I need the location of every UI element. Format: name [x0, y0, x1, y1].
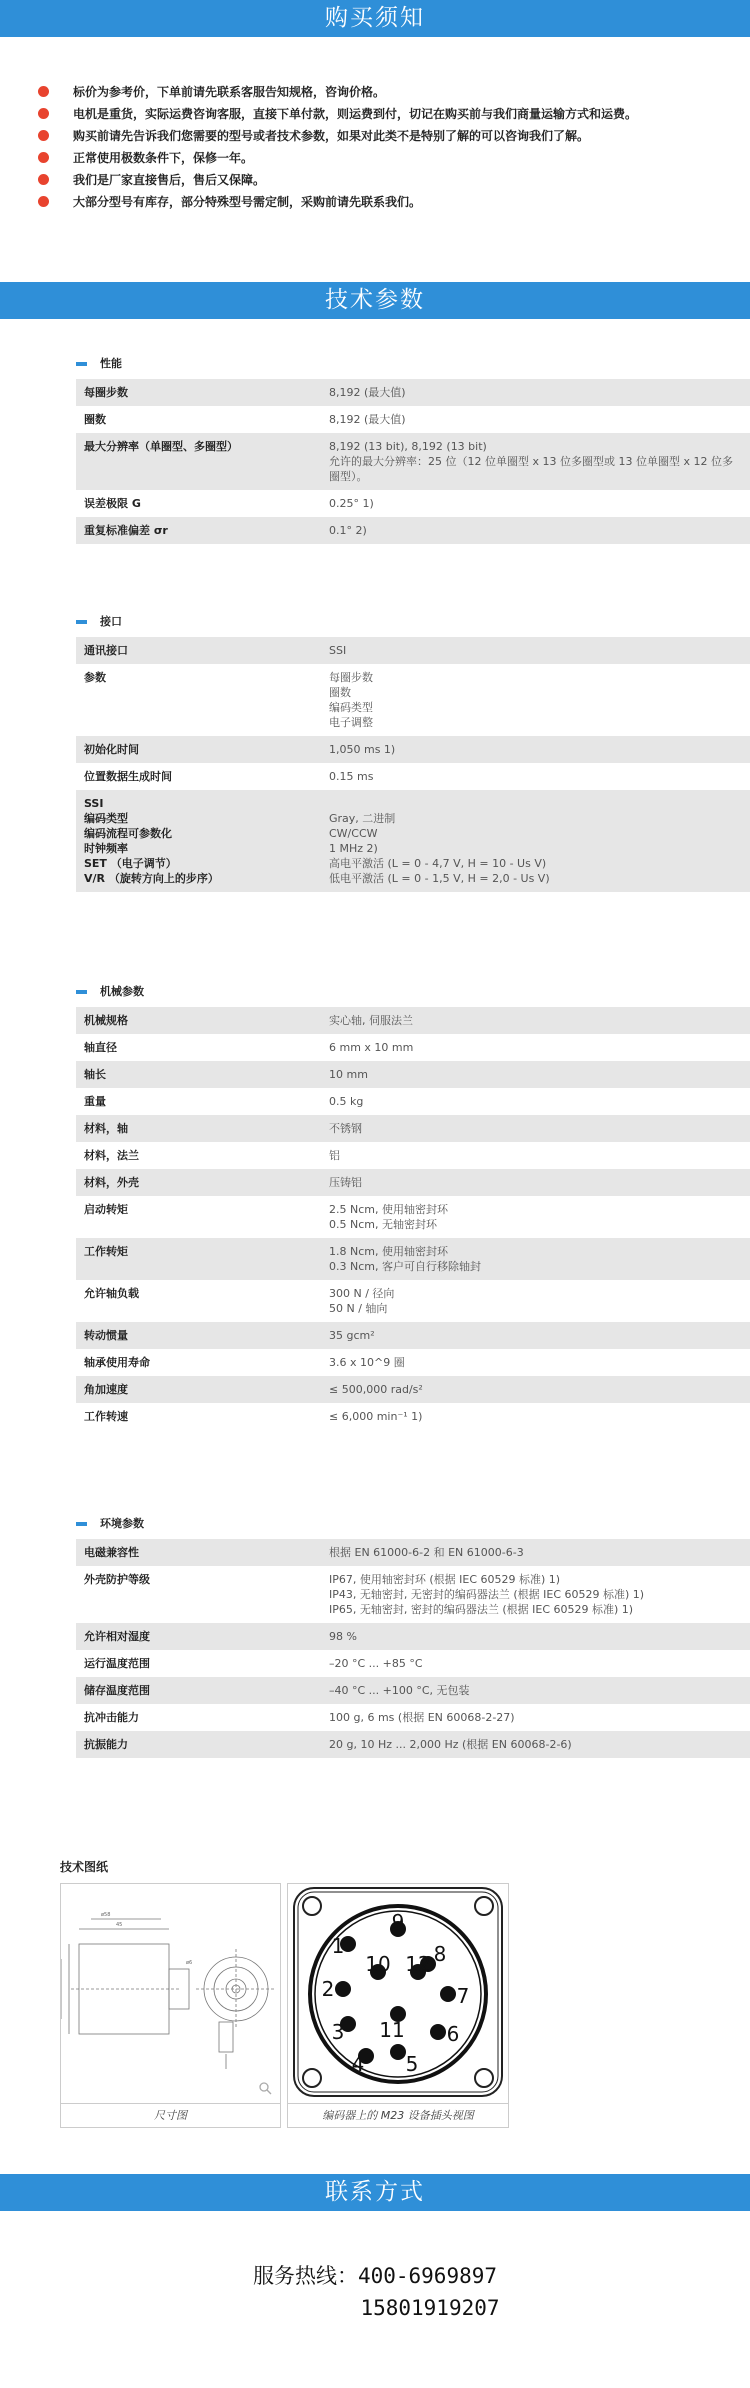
spec-label: 允许轴负载 [84, 1287, 139, 1300]
spec-row [76, 790, 750, 892]
connector-pin-label: 1 [331, 1934, 345, 1958]
section-heading-env: 环境参数 [76, 1509, 750, 1539]
tech-title: 技术参数 [325, 287, 425, 313]
connector-pin-label: 4 [351, 2052, 365, 2076]
spec-value: –20 °C ... +85 °C [329, 1657, 423, 1670]
spec-label: 参数 [84, 671, 106, 684]
spec-value: 0.25° 1) [329, 497, 374, 510]
spec-value: 每圈步数 圈数 编码类型 电子调整 [329, 671, 373, 729]
spec-label: 位置数据生成时间 [84, 770, 172, 783]
spec-label: 机械规格 [84, 1014, 128, 1027]
spec-row [76, 763, 750, 790]
spec-row [76, 517, 750, 544]
connector-pin-label: 7 [456, 1984, 470, 2008]
spec-label: 启动转矩 [84, 1203, 128, 1216]
notice-item: 大部分型号有库存，部分特殊型号需定制，采购前请先联系我们。 [38, 191, 750, 213]
spec-row [76, 1566, 750, 1623]
svg-text:ø6: ø6 [186, 1960, 193, 1966]
spec-label: 通讯接口 [84, 644, 128, 657]
hotline-text: 服务热线：400-6969897 [252, 2264, 498, 2288]
spec-env [76, 1509, 750, 1758]
caption-connector: 编码器上的 M23 设备插头视图 [288, 2103, 508, 2127]
spec-row [76, 1196, 750, 1238]
spec-row [76, 1539, 750, 1566]
spec-row [76, 736, 750, 763]
spec-label: 材料，外壳 [84, 1176, 139, 1189]
notice-title: 购买须知 [325, 5, 425, 31]
connector-pin-label: 5 [405, 2052, 419, 2076]
spec-row [76, 637, 750, 664]
notice-item: 我们是厂家直接售后，售后又保障。 [38, 169, 750, 191]
spec-value: ≤ 500,000 rad/s² [329, 1383, 423, 1396]
spec-value: Gray, 二进制 CW/CCW 1 MHz 2) 高电平激活 (L = 0 - 4,7 V, H = 10 - Us V) 低电平激活 (L = 0 - 1,5 V, H = 2,0 - Us V) [329, 812, 550, 885]
spec-value: 1.8 Ncm, 使用轴密封环 0.3 Ncm, 客户可自行移除轴封 [329, 1245, 481, 1273]
notice-item: 正常使用极数条件下，保修一年。 [38, 147, 750, 169]
spec-value: 100 g, 6 ms (根据 EN 60068-2-27) [329, 1711, 515, 1724]
spec-row [76, 1034, 750, 1061]
connector-pin-label: 11 [379, 2018, 405, 2042]
spec-value: 0.15 ms [329, 770, 374, 783]
dimension-drawing[interactable] [60, 1883, 281, 2128]
spec-row [76, 1704, 750, 1731]
spec-label: SSI 编码类型 编码流程可参数化 时钟频率 SET （电子调节） V/R （旋转方向上的步序） [84, 797, 219, 885]
spec-perf [76, 349, 750, 544]
spec-label: 初始化时间 [84, 743, 139, 756]
spec-row [76, 379, 750, 406]
spec-mech [76, 977, 750, 1430]
spec-value: 8,192 (最大值) [329, 413, 406, 426]
spec-value: 实心轴, 伺服法兰 [329, 1014, 413, 1027]
contact-banner [0, 2174, 750, 2211]
connector-pin-label: 6 [446, 2022, 460, 2046]
connector-pin [335, 1981, 351, 1997]
spec-row [76, 1403, 750, 1430]
spec-row [76, 1349, 750, 1376]
spec-value: 0.1° 2) [329, 524, 367, 537]
spec-row [76, 1322, 750, 1349]
spec-label: 重复标准偏差 σr [84, 524, 168, 537]
spec-value: 6 mm x 10 mm [329, 1041, 414, 1054]
connector-pin [430, 2024, 446, 2040]
spec-value: 0.5 kg [329, 1095, 364, 1108]
connector-pin-label: 9 [391, 1910, 405, 1934]
spec-row [76, 1169, 750, 1196]
connector-pin-label: 8 [433, 1942, 447, 1966]
spec-value: 8,192 (最大值) [329, 386, 406, 399]
connector-drawing[interactable] [287, 1883, 509, 2128]
spec-label: 轴直径 [84, 1041, 117, 1054]
spec-row [76, 1677, 750, 1704]
spec-value: 35 gcm² [329, 1329, 375, 1342]
spec-label: 抗冲击能力 [84, 1711, 139, 1724]
spec-label: 储存温度范围 [84, 1684, 150, 1697]
spec-value: 2.5 Ncm, 使用轴密封环 0.5 Ncm, 无轴密封环 [329, 1203, 448, 1231]
notice-item: 标价为参考价，下单前请先联系客服告知规格，咨询价格。 [38, 81, 750, 103]
tech-banner [0, 282, 750, 319]
connector-pin [390, 2044, 406, 2060]
spec-value: 1,050 ms 1) [329, 743, 396, 756]
spec-row [76, 1238, 750, 1280]
spec-label: 电磁兼容性 [84, 1546, 139, 1559]
spec-row [76, 1731, 750, 1758]
spec-label: 最大分辨率（单圈型、多圈型） [84, 440, 238, 453]
spec-row [76, 1061, 750, 1088]
section-heading-perf: 性能 [76, 349, 750, 379]
spec-label: 转动惯量 [84, 1329, 128, 1342]
spec-label: 工作转矩 [84, 1245, 128, 1258]
spec-label: 允许相对湿度 [84, 1630, 150, 1643]
connector-pin-label: 3 [331, 2020, 345, 2044]
spec-label: 材料，法兰 [84, 1149, 139, 1162]
spec-label: 外壳防护等级 [84, 1573, 150, 1586]
notice-banner [0, 0, 750, 37]
spec-value: 300 N / 径向 50 N / 轴向 [329, 1287, 395, 1315]
spec-row [76, 1650, 750, 1677]
spec-row [76, 433, 750, 490]
spec-label: 材料，轴 [84, 1122, 128, 1135]
section-heading-mech: 机械参数 [76, 977, 750, 1007]
contact-title: 联系方式 [325, 2179, 425, 2205]
spec-row [76, 1280, 750, 1322]
spec-row [76, 1088, 750, 1115]
dimension-drawing-image [61, 1884, 280, 2103]
svg-text:45: 45 [116, 1922, 123, 1928]
drawings-section [60, 1858, 509, 2128]
spec-row [76, 664, 750, 736]
notice-item: 电机是重货，实际运费咨询客服，直接下单付款，则运费到付，切记在购买前与我们商量运输方式和运费。 [38, 103, 750, 125]
spec-value: SSI [329, 644, 347, 657]
spec-value: 20 g, 10 Hz ... 2,000 Hz (根据 EN 60068-2-6) [329, 1738, 572, 1751]
spec-value: 8,192 (13 bit), 8,192 (13 bit) 允许的最大分辨率：25 位（12 位单圈型 x 13 位多圈型或 13 位单圈型 x 12 位多圈型）。 [329, 440, 733, 483]
spec-value: ≤ 6,000 min⁻¹ 1) [329, 1410, 423, 1423]
spec-label: 角加速度 [84, 1383, 128, 1396]
spec-label: 重量 [84, 1095, 106, 1108]
phone-text: 15801919207 [360, 2296, 500, 2320]
spec-row [76, 490, 750, 517]
spec-value: 根据 EN 61000-6-2 和 EN 61000-6-3 [329, 1546, 524, 1559]
spec-value: 3.6 x 10^9 圈 [329, 1356, 405, 1369]
spec-label: 轴承使用寿命 [84, 1356, 150, 1369]
spec-label: 轴长 [84, 1068, 106, 1081]
spec-row [76, 1007, 750, 1034]
notice-item: 购买前请先告诉我们您需要的型号或者技术参数，如果对此类不是特别了解的可以咨询我们了解。 [38, 125, 750, 147]
spec-value: 10 mm [329, 1068, 368, 1081]
spec-value: 98 % [329, 1630, 357, 1643]
caption-dimension: 尺寸图 [61, 2103, 280, 2127]
spec-row [76, 1115, 750, 1142]
connector-pin [440, 1986, 456, 2002]
spec-row [76, 1623, 750, 1650]
spec-value: 压铸铝 [329, 1176, 362, 1189]
spec-value: IP67, 使用轴密封环 (根据 IEC 60529 标准) 1) IP43, 无轴密封, 无密封的编码器法兰 (根据 IEC 60529 标准) 1) IP65, 无轴密封, 密封的编码器法兰 (根据 IEC 60529 标准) 1) [329, 1573, 645, 1616]
spec-iface [76, 607, 750, 892]
spec-label: 工作转速 [84, 1410, 128, 1423]
spec-label: 运行温度范围 [84, 1657, 150, 1670]
drawings-title: 技术图纸 [60, 1860, 109, 1874]
section-heading-iface: 接口 [76, 607, 750, 637]
spec-value: –40 °C ... +100 °C, 无包装 [329, 1684, 470, 1697]
connector-pin-label: 10 [365, 1952, 391, 1976]
spec-label: 圈数 [84, 413, 106, 426]
spec-label: 误差极限 G [84, 497, 141, 510]
spec-row [76, 1376, 750, 1403]
connector-pin-label: 12 [405, 1952, 431, 1976]
spec-row [76, 1142, 750, 1169]
connector-pin-label: 2 [321, 1977, 335, 2001]
svg-text:ø58: ø58 [101, 1912, 111, 1918]
notice-list [0, 37, 750, 213]
spec-value: 不锈钢 [329, 1122, 362, 1135]
spec-label: 每圈步数 [84, 386, 128, 399]
spec-value: 铝 [329, 1149, 340, 1162]
spec-row [76, 406, 750, 433]
connector-pin-diagram [288, 1884, 508, 2103]
spec-label: 抗振能力 [84, 1738, 128, 1751]
